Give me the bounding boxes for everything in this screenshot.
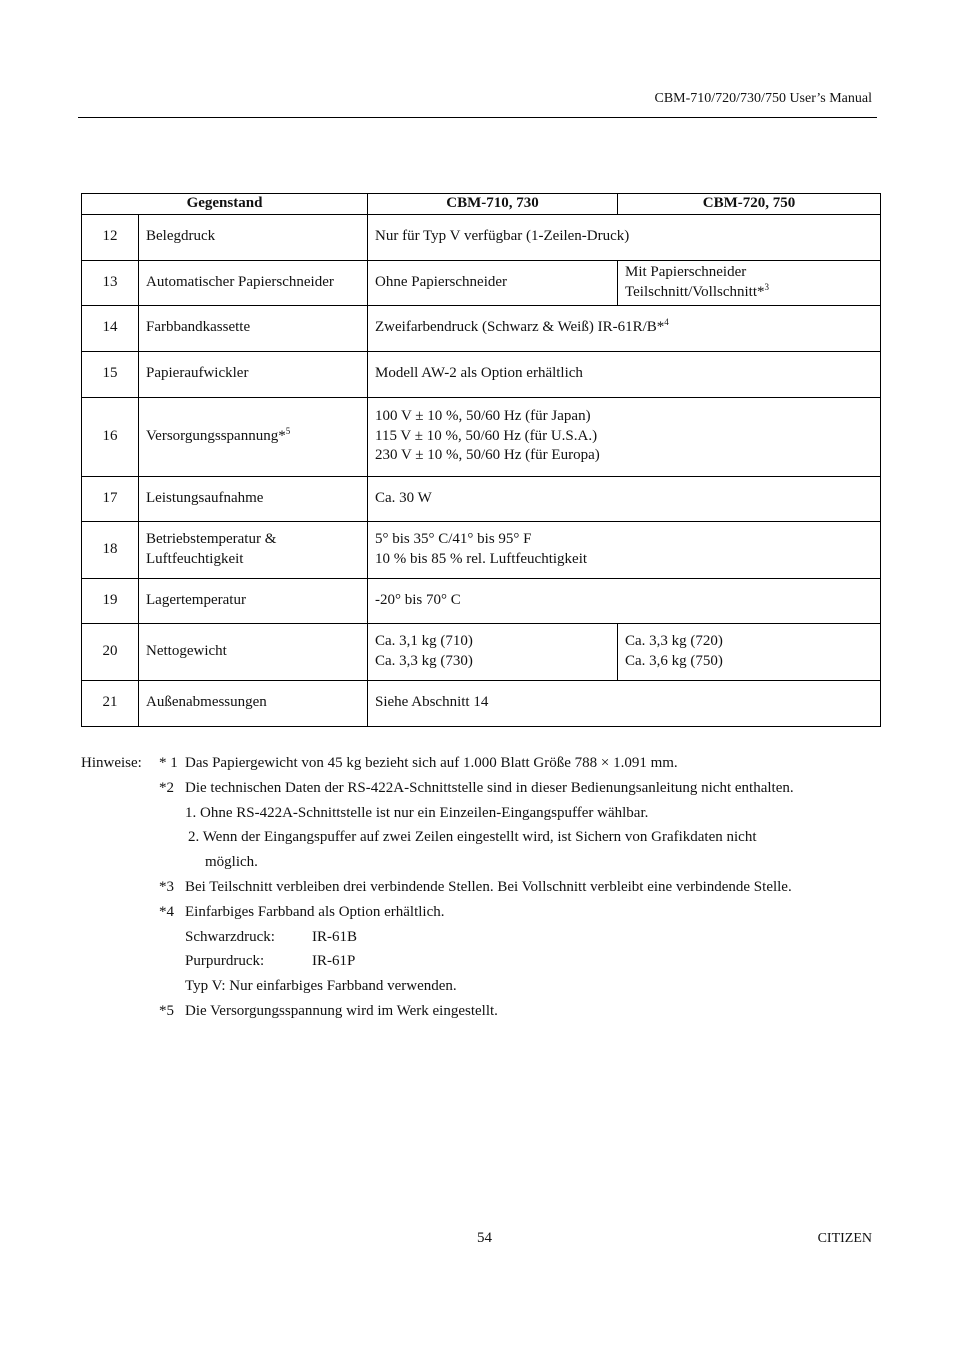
table-row (82, 214, 881, 260)
item-text: Versorgungsspannung* (146, 427, 286, 444)
note-text: Einfarbiges Farbband als Option erhältlich. (185, 903, 445, 920)
note-mark: *2 (159, 779, 174, 796)
row-value-cbm-710-730: Ohne Papierschneider (368, 260, 618, 305)
row-value (368, 305, 881, 351)
row-number: 12 (82, 214, 139, 260)
document-header-title: CBM-710/720/730/750 User’s Manual (654, 91, 872, 106)
row-value: -20° bis 70° C (368, 578, 881, 623)
row-number: 19 (82, 578, 139, 623)
note-text: Das Papiergewicht von 45 kg bezieht sich auf 1.000 Blatt Größe 788 × 1.091 mm. (185, 755, 678, 771)
row-number: 16 (82, 397, 139, 476)
row-item: Nettogewicht (139, 623, 368, 680)
item-line: Betriebstemperatur & (146, 531, 277, 547)
note-2-sub-1: 1. Ohne RS-422A-Schnittstelle ist nur ein Einzeilen-Eingangspuffer wählbar. (185, 804, 649, 821)
note-mark: *5 (159, 1002, 174, 1019)
row-item: Papieraufwickler (139, 351, 368, 397)
value-line: Ca. 3,3 kg (730) (375, 652, 473, 669)
row-value-cbm-720-750 (618, 623, 881, 680)
note-2-sub-2-continuation: möglich. (205, 854, 258, 871)
row-value (368, 521, 881, 578)
note-1 (81, 751, 881, 776)
note-4-ribbon-black (81, 925, 881, 950)
row-number: 13 (82, 260, 139, 305)
value-line: Mit Papierschneider (625, 264, 747, 280)
table-row (82, 260, 881, 305)
footnote-ref: 5 (285, 425, 291, 436)
table-row (82, 578, 881, 623)
table-row (82, 305, 881, 351)
ribbon-label: Schwarzdruck: (185, 928, 275, 945)
note-text: Die technischen Daten der RS-422A-Schnittstelle sind in dieser Bedienungsanleitung nicht enthalten. (185, 779, 794, 796)
note-mark: * 1 (159, 755, 178, 771)
note-4 (81, 900, 881, 925)
note-mark: *4 (159, 903, 174, 920)
row-number: 20 (82, 623, 139, 680)
table-header-row (82, 194, 881, 215)
footer-brand: CITIZEN (817, 1231, 872, 1246)
ribbon-value: IR-61B (312, 928, 357, 945)
row-item: Belegdruck (139, 214, 368, 260)
row-item: Lagertemperatur (139, 578, 368, 623)
row-value: Ca. 30 W (368, 476, 881, 521)
header-rule (78, 117, 877, 118)
row-item (139, 397, 368, 476)
note-text: Bei Teilschnitt verbleiben drei verbindende Stellen. Bei Vollschnitt verbleibt eine verbindende Stelle. (185, 878, 792, 895)
row-number: 14 (82, 305, 139, 351)
table-row (82, 397, 881, 476)
ribbon-value: IR-61P (312, 953, 356, 970)
notes-section (81, 751, 881, 1024)
row-item (139, 521, 368, 578)
table-row (82, 476, 881, 521)
row-value-cbm-720-750 (618, 260, 881, 305)
value-line: 100 V ± 10 %, 50/60 Hz (für Japan) (375, 408, 591, 425)
row-number: 17 (82, 476, 139, 521)
table-row (82, 623, 881, 680)
value-line: 5° bis 35° C/41° bis 95° F (375, 531, 532, 547)
row-number: 18 (82, 521, 139, 578)
header-item: Gegenstand (82, 194, 368, 215)
note-5 (81, 999, 881, 1024)
row-number: 21 (82, 680, 139, 726)
table-row (82, 680, 881, 726)
row-item: Leistungsaufnahme (139, 476, 368, 521)
value-line: 230 V ± 10 %, 50/60 Hz (für Europa) (375, 447, 600, 464)
notes-label: Hinweise: (81, 755, 142, 771)
row-number: 15 (82, 351, 139, 397)
row-value (368, 397, 881, 476)
value-line: 10 % bis 85 % rel. Luftfeuchtigkeit (375, 550, 588, 567)
ribbon-label: Purpurdruck: (185, 953, 265, 970)
table-row (82, 351, 881, 397)
row-value-cbm-710-730 (368, 623, 618, 680)
note-4-ribbon-purple (81, 949, 881, 974)
header-cbm-720-750: CBM-720, 750 (618, 194, 881, 215)
footnote-ref: 3 (764, 281, 770, 292)
note-4-type-v: Typ V: Nur einfarbiges Farbband verwenden. (185, 978, 457, 995)
row-item: Automatischer Papierschneider (139, 260, 368, 305)
note-3 (81, 875, 881, 900)
row-item: Außenabmessungen (139, 680, 368, 726)
value-line (625, 283, 873, 303)
row-value: Modell AW-2 als Option erhältlich (368, 351, 881, 397)
item-line: Luftfeuchtigkeit (146, 550, 244, 567)
value-line: Ca. 3,6 kg (750) (625, 652, 723, 669)
value-line: Ca. 3,3 kg (720) (625, 633, 723, 649)
note-2 (81, 776, 881, 801)
page-number: 54 (477, 1230, 492, 1246)
note-2-sub-2: 2. Wenn der Eingangspuffer auf zwei Zeilen eingestellt wird, ist Sichern von Grafikdaten nicht (188, 829, 757, 846)
header-cbm-710-730: CBM-710, 730 (368, 194, 618, 215)
row-item: Farbbandkassette (139, 305, 368, 351)
row-value: Siehe Abschnitt 14 (368, 680, 881, 726)
value-line: 115 V ± 10 %, 50/60 Hz (für U.S.A.) (375, 427, 598, 444)
note-text: Die Versorgungsspannung wird im Werk eingestellt. (185, 1002, 498, 1019)
footnote-ref: 4 (664, 317, 669, 328)
value-text: Zweifarbendruck (Schwarz & Weiß) IR-61R/B* (375, 319, 665, 336)
note-mark: *3 (159, 878, 174, 895)
row-value: Nur für Typ V verfügbar (1-Zeilen-Druck) (368, 214, 881, 260)
specifications-table (81, 193, 881, 727)
value-text: Teilschnitt/Vollschnitt* (625, 283, 765, 300)
table-row (82, 521, 881, 578)
value-line: Ca. 3,1 kg (710) (375, 633, 473, 649)
